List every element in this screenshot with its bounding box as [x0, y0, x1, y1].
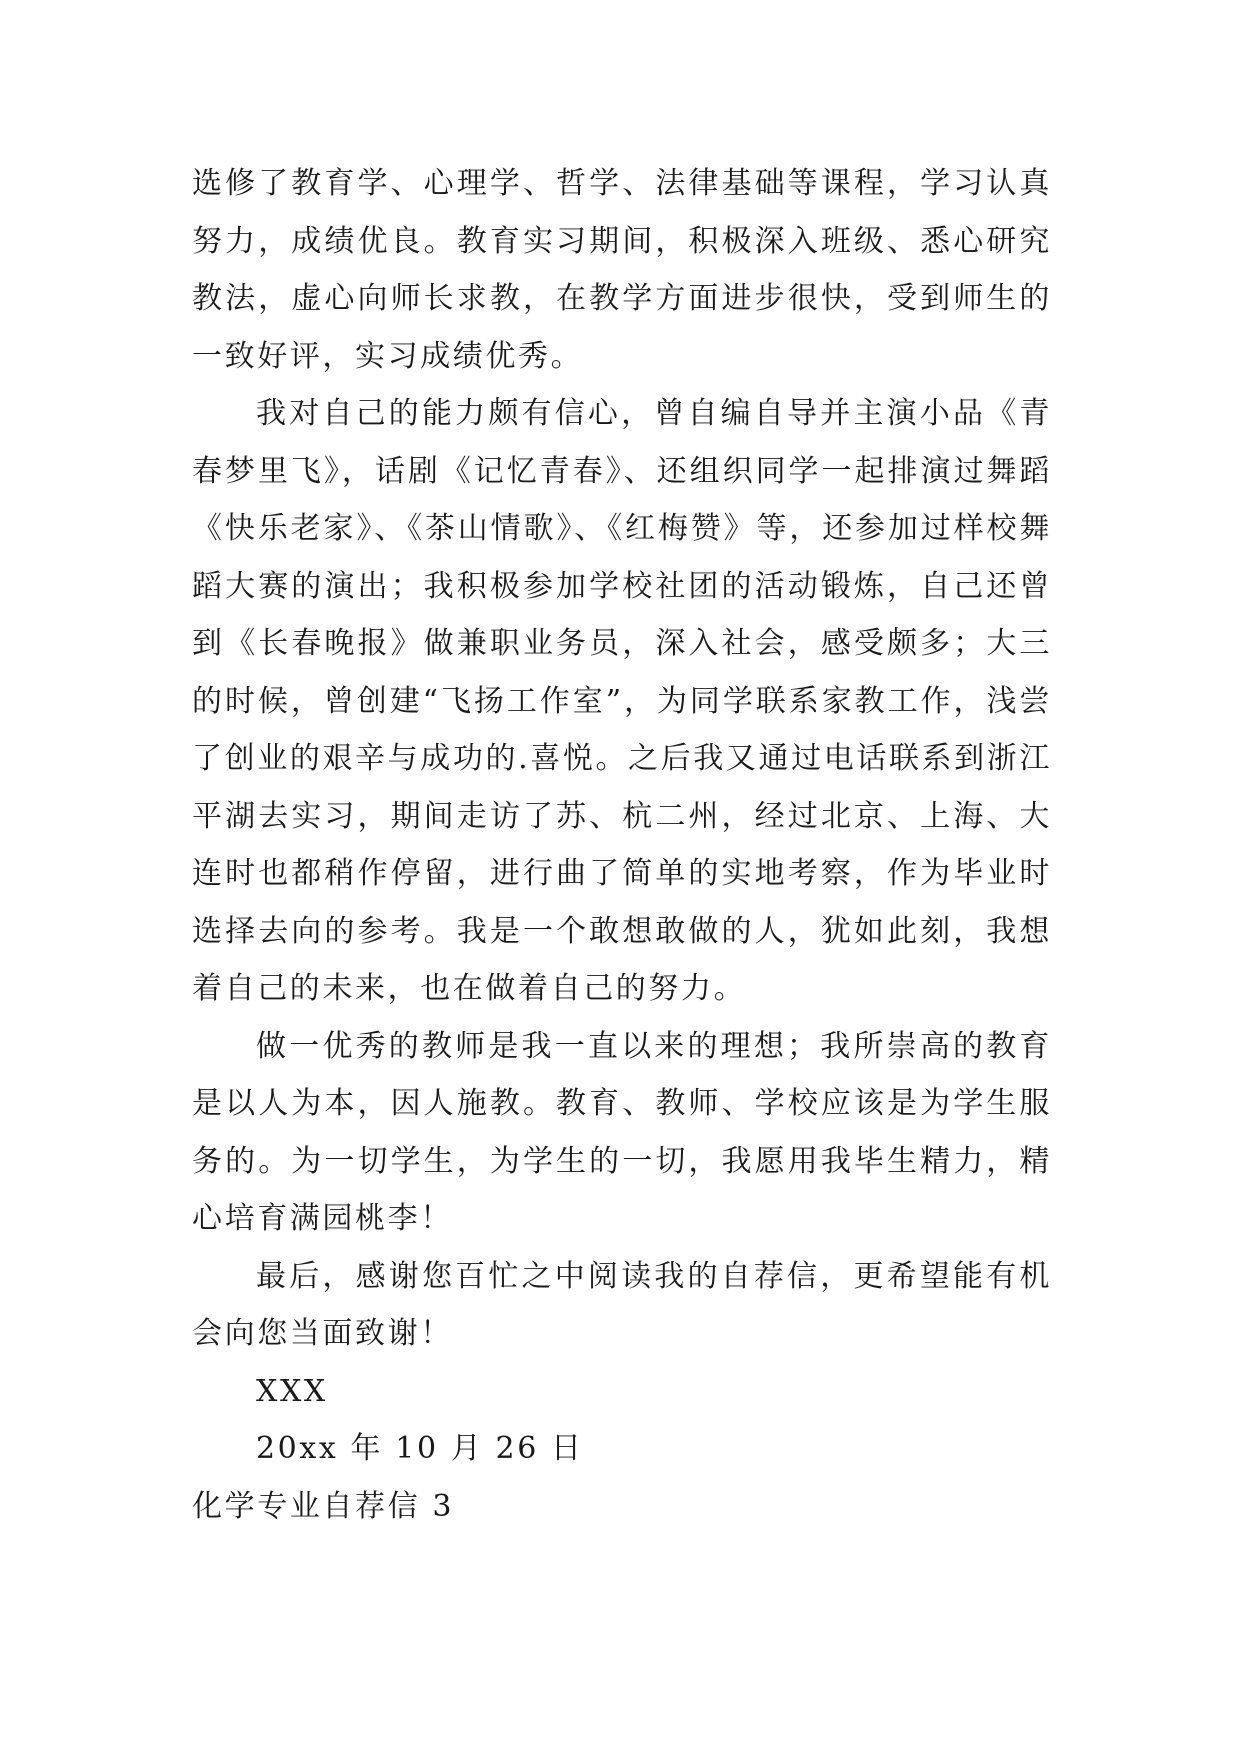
letter-body [192, 155, 1052, 1535]
letter-date: 20xx 年 10 月 26 日 [256, 1431, 584, 1466]
signature: XXX [256, 1373, 328, 1409]
paragraph-coursework: 选修了教育学、心理学、哲学、法律基础等课程，学习认真努力，成绩优良。教育实习期间，积极深入班级、悉心研究教法，虚心向师长求教，在教学方面进步很快，受到师生的一致好评，实习成绩优秀。 [192, 166, 1052, 374]
paragraph-ideals: 做一优秀的教师是我一直以来的理想；我所崇高的教育是以人为本，因人施教。教育、教师、学校应该是为学生服务的。为一切学生，为学生的一切，我愿用我毕生精力，精心培育满园桃李！ [192, 1028, 1052, 1236]
paragraph-activities: 我对自己的能力颇有信心，曾自编自导并主演小品《青春梦里飞》，话剧《记忆青春》、还组织同学一起排演过舞蹈《快乐老家》、《茶山情歌》、《红梅赞》等，还参加过样校舞蹈大赛的演出；我积极参加学校社团的活动锻炼，自己还曾到《长春晚报》做兼职业务员，深入社会，感受颇多；大三的时候，曾创建“飞扬工作室”，为同学联系家教工作，浅尝了创业的艰辛与成功的.喜悦。之后我又通过电话联系到浙江平湖去实习，期间走访了苏、杭二州，经过北京、上海、大连时也都稍作停留，进行曲了简单的实地考察，作为毕业时选择去向的参考。我是一个敢想敢做的人，犹如此刻，我想着自己的未来，也在做着自己的努力。 [192, 396, 1052, 1006]
paragraph-closing: 最后，感谢您百忙之中阅读我的自荐信，更希望能有机会向您当面致谢！ [192, 1258, 1052, 1351]
next-section-title: 化学专业自荐信 3 [192, 1488, 455, 1524]
